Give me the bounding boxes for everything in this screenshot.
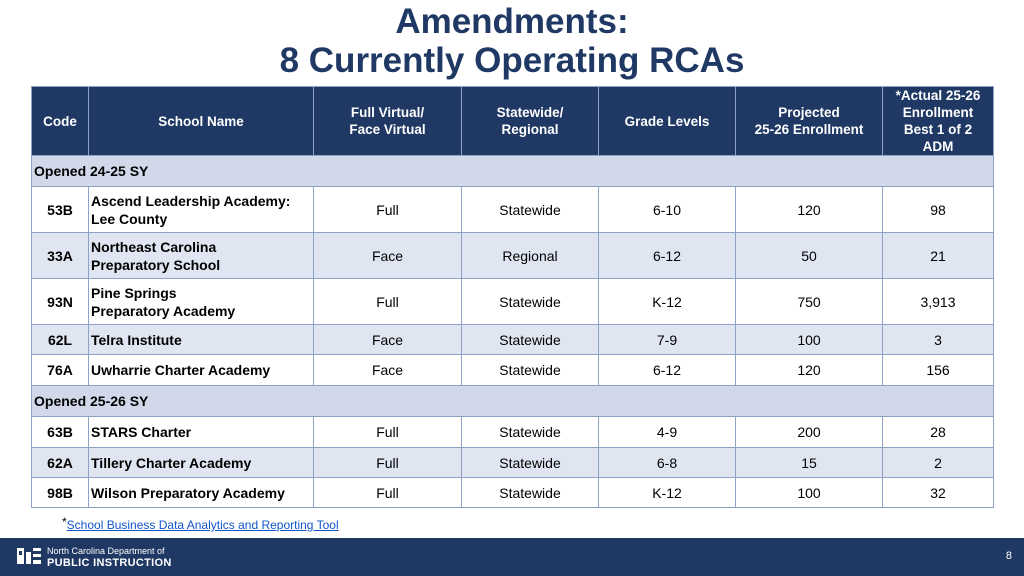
section-row-opened-25-26 — [32, 386, 994, 417]
statewide-regional: Statewide — [462, 187, 599, 233]
footer-bar — [0, 538, 1024, 576]
table-row — [32, 325, 994, 355]
col-header-projected — [736, 87, 883, 156]
statewide-regional: Statewide — [462, 355, 599, 386]
org-name-line1: North Carolina Department of — [47, 546, 165, 556]
statewide-regional: Statewide — [462, 478, 599, 508]
school-code: 63B — [32, 417, 89, 448]
table-row — [32, 279, 994, 325]
projected-enrollment: 50 — [736, 233, 883, 279]
school-code: 98B — [32, 478, 89, 508]
school-code: 76A — [32, 355, 89, 386]
title-line-1: Amendments: — [395, 2, 629, 41]
school-code: 33A — [32, 233, 89, 279]
page-number: 8 — [1005, 550, 1012, 562]
grade-levels: 6-10 — [599, 187, 736, 233]
col-header-virtual-line2: Face Virtual — [349, 122, 426, 137]
school-name-line1: Northeast Carolina — [91, 238, 217, 255]
virtual-type: Face — [314, 233, 462, 279]
actual-enrollment: 156 — [883, 355, 994, 386]
actual-enrollment: 3 — [883, 325, 994, 355]
table-header-row — [32, 87, 994, 156]
actual-enrollment: 3,913 — [883, 279, 994, 325]
projected-enrollment: 15 — [736, 448, 883, 478]
col-header-actual-line3: Best 1 of 2 ADM — [903, 122, 973, 154]
section-label: Opened 25-26 SY — [32, 386, 994, 417]
sbdart-link[interactable]: School Business Data Analytics and Reporting Tool — [66, 518, 339, 532]
org-name-line2: PUBLIC INSTRUCTION — [47, 557, 172, 569]
statewide-regional: Statewide — [462, 279, 599, 325]
school-name — [89, 187, 314, 233]
col-header-virtual — [314, 87, 462, 156]
school-name: Wilson Preparatory Academy — [89, 478, 314, 508]
projected-enrollment: 750 — [736, 279, 883, 325]
org-name — [47, 545, 172, 569]
school-name-line1: Ascend Leadership Academy: — [91, 192, 291, 209]
col-header-actual — [883, 87, 994, 156]
table-row — [32, 448, 994, 478]
col-header-virtual-line1: Full Virtual/ — [350, 105, 425, 120]
section-label: Opened 24-25 SY — [32, 156, 994, 187]
col-header-grades: Grade Levels — [599, 87, 736, 156]
statewide-regional: Statewide — [462, 448, 599, 478]
projected-enrollment: 200 — [736, 417, 883, 448]
school-name-line2: Preparatory Academy — [91, 302, 236, 319]
table-row — [32, 233, 994, 279]
grade-levels: 4-9 — [599, 417, 736, 448]
projected-enrollment: 100 — [736, 478, 883, 508]
col-header-actual-line1: *Actual 25-26 — [895, 88, 981, 103]
virtual-type: Face — [314, 325, 462, 355]
school-name-line2: Lee County — [91, 210, 168, 227]
school-name — [89, 279, 314, 325]
footnote-star: * — [62, 515, 67, 529]
school-code: 53B — [32, 187, 89, 233]
projected-enrollment: 100 — [736, 325, 883, 355]
virtual-type: Full — [314, 187, 462, 233]
school-name: STARS Charter — [89, 417, 314, 448]
actual-enrollment: 32 — [883, 478, 994, 508]
section-row-opened-24-25 — [32, 156, 994, 187]
title-line-2: 8 Currently Operating RCAs — [279, 41, 745, 80]
table-row — [32, 417, 994, 448]
school-code: 62A — [32, 448, 89, 478]
virtual-type: Face — [314, 355, 462, 386]
col-header-statewide-line1: Statewide/ — [496, 105, 564, 120]
actual-enrollment: 28 — [883, 417, 994, 448]
virtual-type: Full — [314, 279, 462, 325]
actual-enrollment: 2 — [883, 448, 994, 478]
table-row — [32, 355, 994, 386]
school-name-line1: Pine Springs — [91, 284, 177, 301]
footnote — [62, 515, 339, 532]
col-header-code: Code — [32, 87, 89, 156]
grade-levels: 6-8 — [599, 448, 736, 478]
table-row — [32, 478, 994, 508]
col-header-statewide — [462, 87, 599, 156]
grade-levels: K-12 — [599, 478, 736, 508]
school-name: Uwharrie Charter Academy — [89, 355, 314, 386]
grade-levels: K-12 — [599, 279, 736, 325]
col-header-statewide-line2: Regional — [501, 122, 559, 137]
col-header-projected-line1: Projected — [778, 105, 840, 120]
grade-levels: 6-12 — [599, 233, 736, 279]
projected-enrollment: 120 — [736, 187, 883, 233]
school-name: Telra Institute — [89, 325, 314, 355]
grade-levels: 6-12 — [599, 355, 736, 386]
grade-levels: 7-9 — [599, 325, 736, 355]
school-code: 62L — [32, 325, 89, 355]
table-row — [32, 187, 994, 233]
projected-enrollment: 120 — [736, 355, 883, 386]
school-name-line2: Preparatory School — [91, 256, 221, 273]
rca-table — [31, 86, 994, 508]
actual-enrollment: 98 — [883, 187, 994, 233]
statewide-regional: Statewide — [462, 325, 599, 355]
school-name — [89, 233, 314, 279]
col-header-school-name: School Name — [89, 87, 314, 156]
virtual-type: Full — [314, 417, 462, 448]
statewide-regional: Regional — [462, 233, 599, 279]
virtual-type: Full — [314, 478, 462, 508]
ncdpi-logo-icon — [16, 546, 42, 566]
col-header-projected-line2: 25-26 Enrollment — [754, 122, 864, 137]
school-name: Tillery Charter Academy — [89, 448, 314, 478]
virtual-type: Full — [314, 448, 462, 478]
col-header-actual-line2: Enrollment — [902, 105, 974, 120]
slide-title — [0, 2, 1024, 80]
school-code: 93N — [32, 279, 89, 325]
statewide-regional: Statewide — [462, 417, 599, 448]
actual-enrollment: 21 — [883, 233, 994, 279]
